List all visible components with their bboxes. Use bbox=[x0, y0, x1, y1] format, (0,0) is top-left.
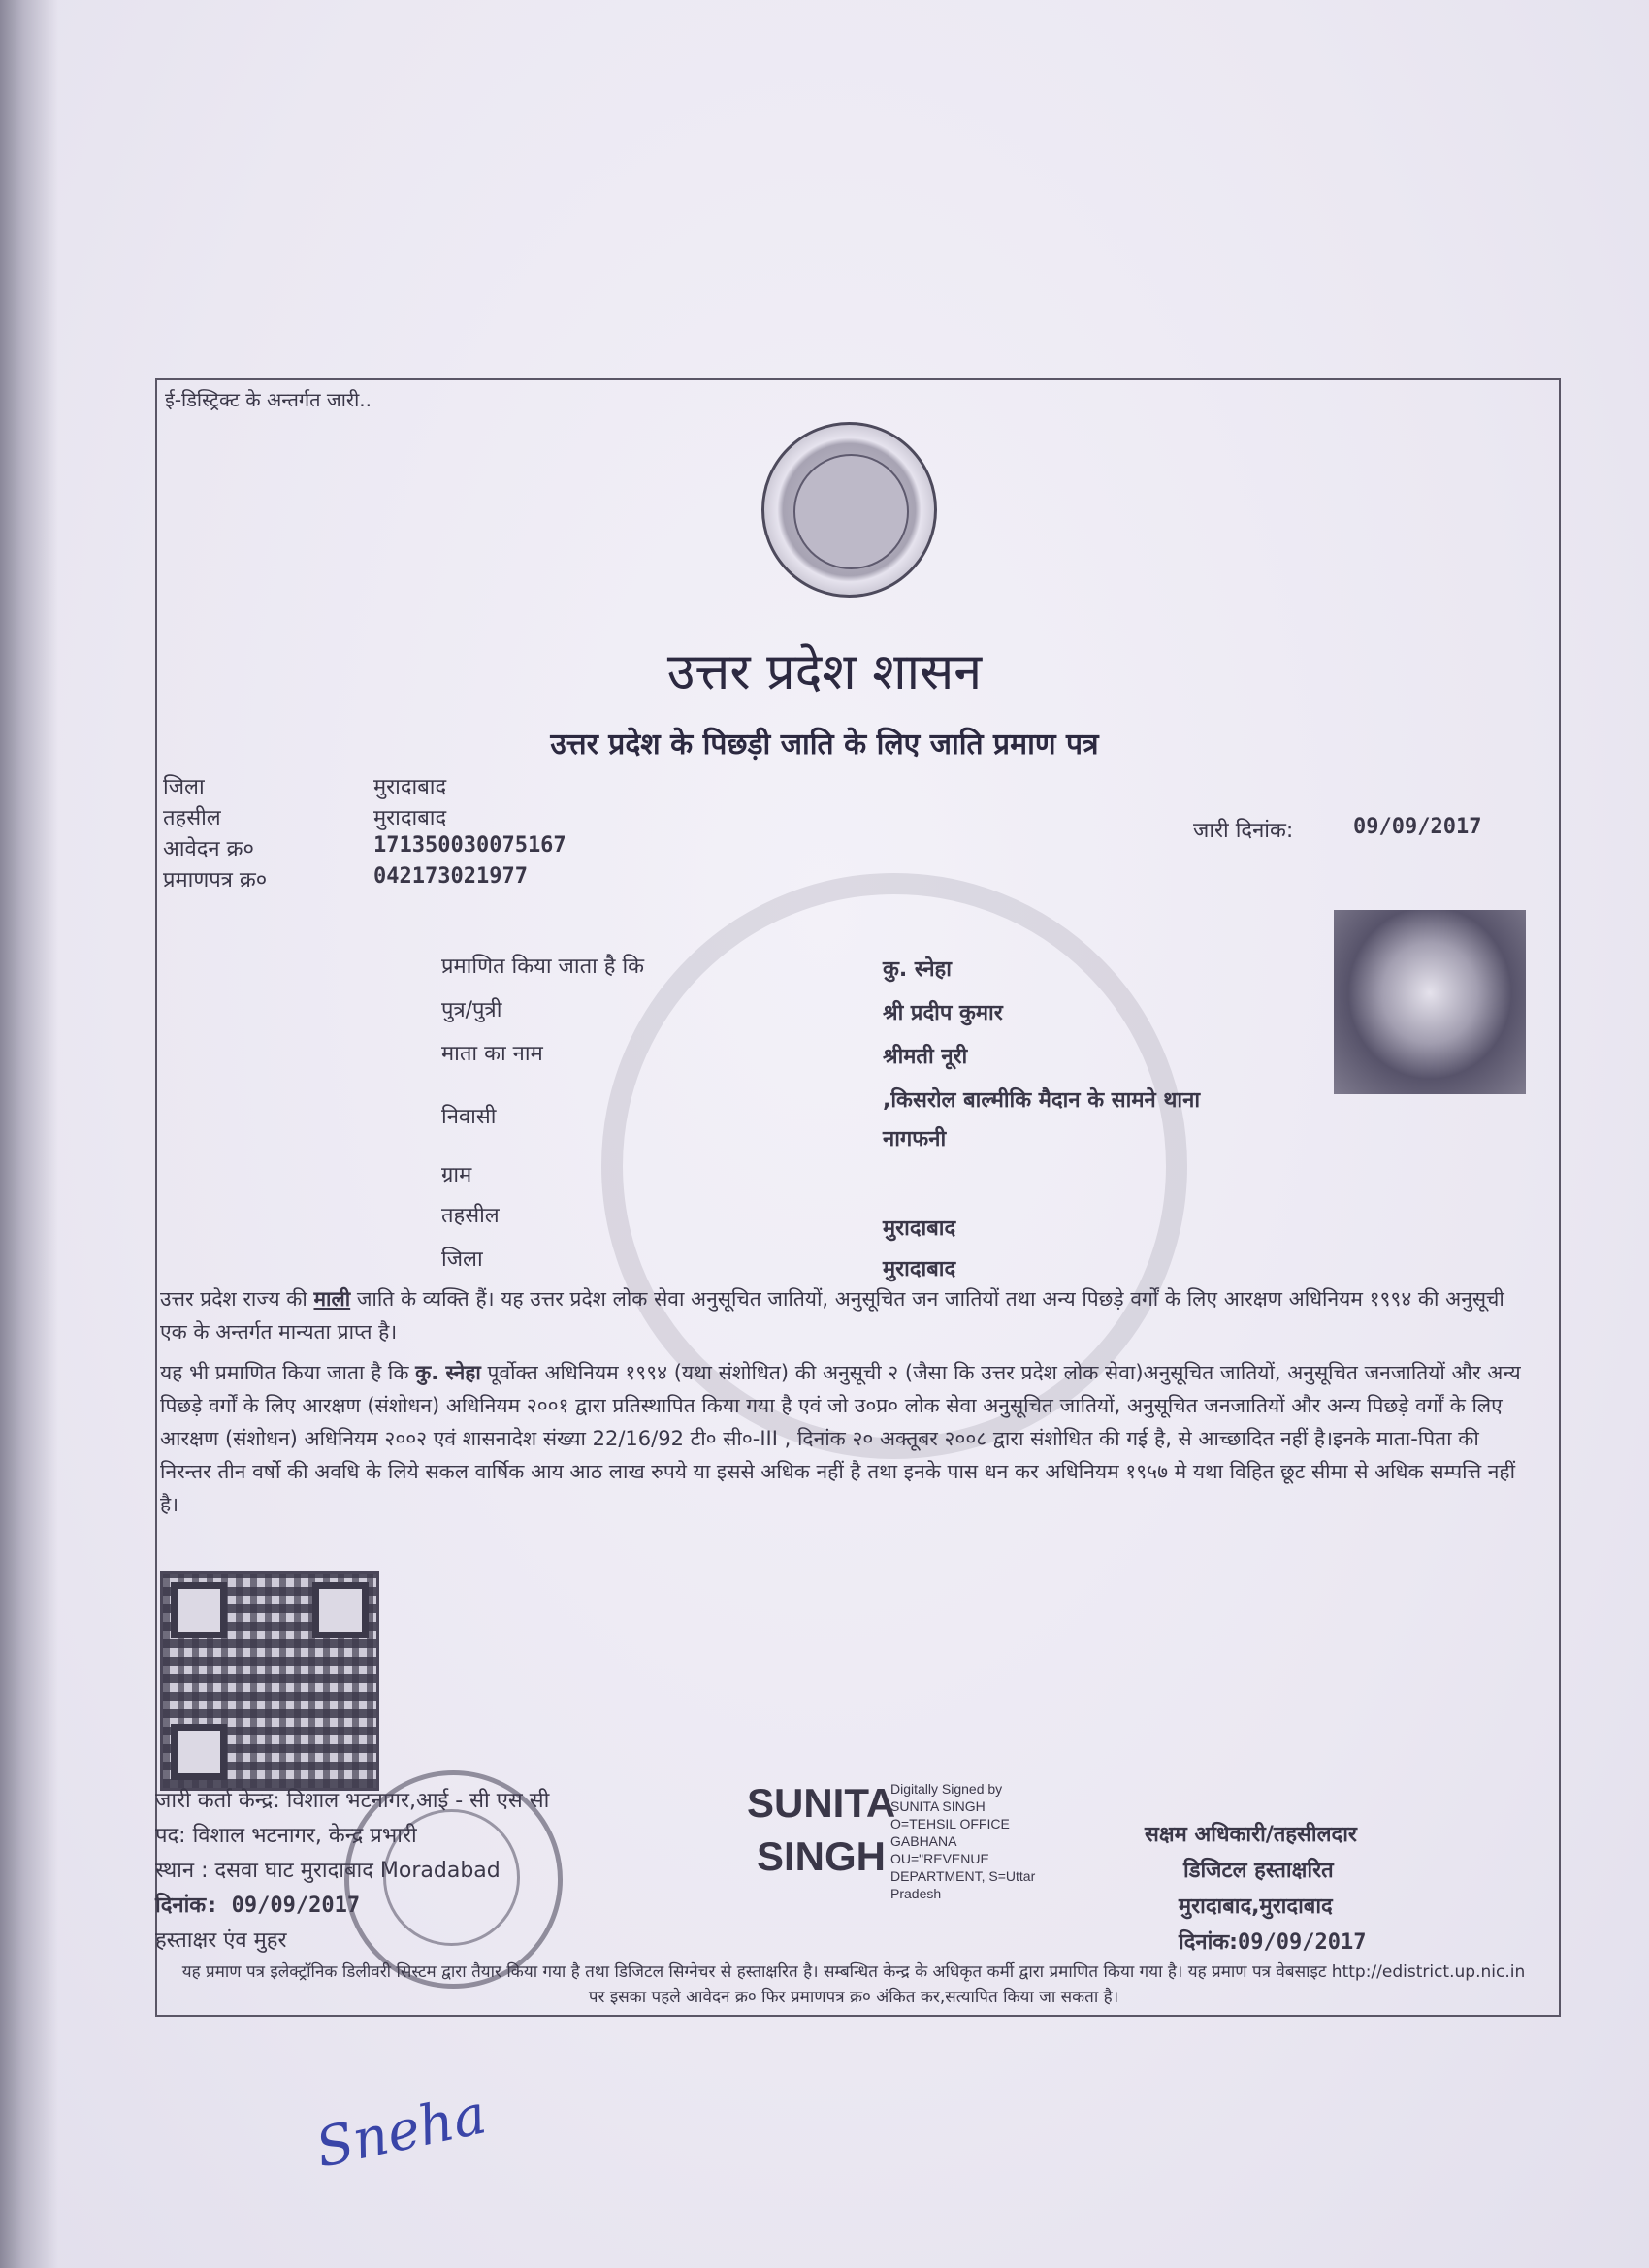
parent-label: पुत्र/पुत्री bbox=[441, 998, 502, 1022]
village-label: ग्राम bbox=[441, 1163, 472, 1187]
applicant-name: कु. स्नेहा bbox=[883, 957, 952, 982]
applicant-name-inline: कु. स्नेहा bbox=[415, 1361, 481, 1384]
authority-date: दिनांक:09/09/2017 bbox=[1179, 1930, 1367, 1955]
mother-label: माता का नाम bbox=[441, 1042, 543, 1066]
application-label: आवेदन क्र० bbox=[163, 837, 254, 861]
authority-title: सक्षम अधिकारी/तहसीलदार bbox=[1145, 1823, 1357, 1847]
issuer-date: दिनांक: 09/09/2017 bbox=[155, 1894, 361, 1918]
mother-name: श्रीमती नूरी bbox=[883, 1045, 968, 1069]
caste-name: माली bbox=[313, 1287, 351, 1311]
detail-district-label: जिला bbox=[441, 1247, 483, 1272]
header-note: ई-डिस्ट्रिक्ट के अन्तर्गत जारी.. bbox=[165, 388, 372, 411]
resident-label: निवासी bbox=[441, 1105, 497, 1129]
up-government-emblem-icon bbox=[761, 422, 937, 598]
district-label: जिला bbox=[163, 775, 205, 799]
issuer-post: पद: विशाल भटनागर, केन्द्र प्रभारी bbox=[155, 1824, 417, 1848]
digital-signer-lastname: SINGH bbox=[757, 1833, 887, 1879]
digital-signer-firstname: SUNITA bbox=[747, 1780, 896, 1826]
qr-code bbox=[160, 1571, 379, 1791]
resident-address-line1: ,किसरोल बाल्मीकि मैदान के सामने थाना bbox=[883, 1088, 1201, 1113]
certificate-number-value: 042173021977 bbox=[373, 864, 528, 889]
tehsil-label: तहसील bbox=[163, 806, 221, 830]
issuing-center: जारी कर्ता केन्द्र: विशाल भटनागर,आई - सी एस सी bbox=[155, 1789, 550, 1813]
exclusion-statement: यह भी प्रमाणित किया जाता है कि कु. स्नेहा पूर्वोक्त अधिनियम १९९४ (यथा संशोधित) की अनुसूची २ (जैसा कि उत्तर प्रदेश लोक सेवा)अनुसूचित जातियों, अनुसूचित जनजातियों और अन्य पिछड़े वर्गों के लिए आरक्षण (संशोधन) अधिनियम २००१ द्वारा प्रतिस्थापित किया गया है एवं जो उ०प्र० लोक सेवा अनुसूचित जातियों, अनुसूचित जनजातियों और अन्य पिछड़े वर्गों के लिए आरक्षण (संशोधन) अधिनियम २००२ एवं शासनादेश संख्या 22/16/92 टी० सी०-III , दिनांक २० अक्तूबर २००८ द्वारा संशोधित की गई है, से आच्छादित नहीं है।इनके माता-पिता की निरन्तर तीन वर्षो की अवधि के लिये सकल वार्षिक आय आठ लाख रुपये या इससे अधिक नहीं है तथा इनके पास धन कर अधिनियम १९५७ मे यथा विहित छूट सीमा से अधिक सम्पत्ति नहीं है। bbox=[160, 1361, 1521, 1516]
verification-footer: यह प्रमाण पत्र इलेक्ट्रॉनिक डिलीवरी सिस्टम द्वारा तैयार किया गया है तथा डिजिटल सिग्नेचर से हस्ताक्षरित है। सम्बन्धित केन्द्र के अधिकृत कर्मी द्वारा प्रमाणित किया गया है। यह प्रमाण पत्र वेबसाइट http://edistrict.up.nic.in पर इसका पहले आवेदन क्र० फिर प्रमाणपत्र क्र० अंकित कर,सत्यापित किया जा सकता है। bbox=[181, 1962, 1526, 2007]
resident-address-line2: नागफनी bbox=[883, 1127, 947, 1151]
applicant-photo bbox=[1334, 910, 1526, 1094]
district-value: मुरादाबाद bbox=[373, 775, 447, 799]
certificate-number-label: प्रमाणपत्र क्र० bbox=[163, 868, 268, 892]
application-value: 171350030075167 bbox=[373, 833, 566, 858]
page-title: उत्तर प्रदेश शासन bbox=[666, 643, 983, 701]
detail-tehsil-label: तहसील bbox=[441, 1204, 500, 1228]
certify-label: प्रमाणित किया जाता है कि bbox=[441, 955, 645, 979]
detail-district-value: मुरादाबाद bbox=[883, 1257, 956, 1281]
detail-tehsil-value: मुरादाबाद bbox=[883, 1216, 956, 1241]
issue-date-value: 09/09/2017 bbox=[1353, 815, 1482, 839]
issue-date-label: जारी दिनांक: bbox=[1193, 819, 1294, 843]
digital-signature-details: Digitally Signed by SUNITA SINGH O=TEHSIL OFFICE GABHANA OU="REVENUE DEPARTMENT, S=Uttar Pradesh bbox=[890, 1781, 1036, 1901]
parent-name: श्री प्रदीप कुमार bbox=[883, 1001, 1003, 1025]
official-seal-stamp bbox=[344, 1770, 563, 1989]
authority-location: मुरादाबाद,मुरादाबाद bbox=[1179, 1895, 1333, 1919]
page-subtitle: उत्तर प्रदेश के पिछड़ी जाति के लिए जाति प्रमाण पत्र bbox=[550, 728, 1099, 761]
caste-statement: उत्तर प्रदेश राज्य की माली जाति के व्यक्ति हैं। यह उत्तर प्रदेश लोक सेवा अनुसूचित जातियों, अनुसूचित जन जातियों तथा अन्य पिछड़े वर्गों के लिए आरक्षण अधिनियम १९९४ की अनुसूची एक के अन्तर्गत मान्यता प्राप्त है। bbox=[160, 1287, 1504, 1344]
issuer-sign-label: हस्ताक्षर एंव मुहर bbox=[155, 1928, 287, 1953]
handwritten-signature: Sneha bbox=[310, 2083, 492, 2181]
issue-place: स्थान : दसवा घाट मुरादाबाद Moradabad bbox=[155, 1859, 501, 1883]
tehsil-value: मुरादाबाद bbox=[373, 806, 447, 830]
authority-digital-signed: डिजिटल हस्ताक्षरित bbox=[1183, 1859, 1334, 1883]
scan-edge-shadow bbox=[0, 0, 58, 2268]
